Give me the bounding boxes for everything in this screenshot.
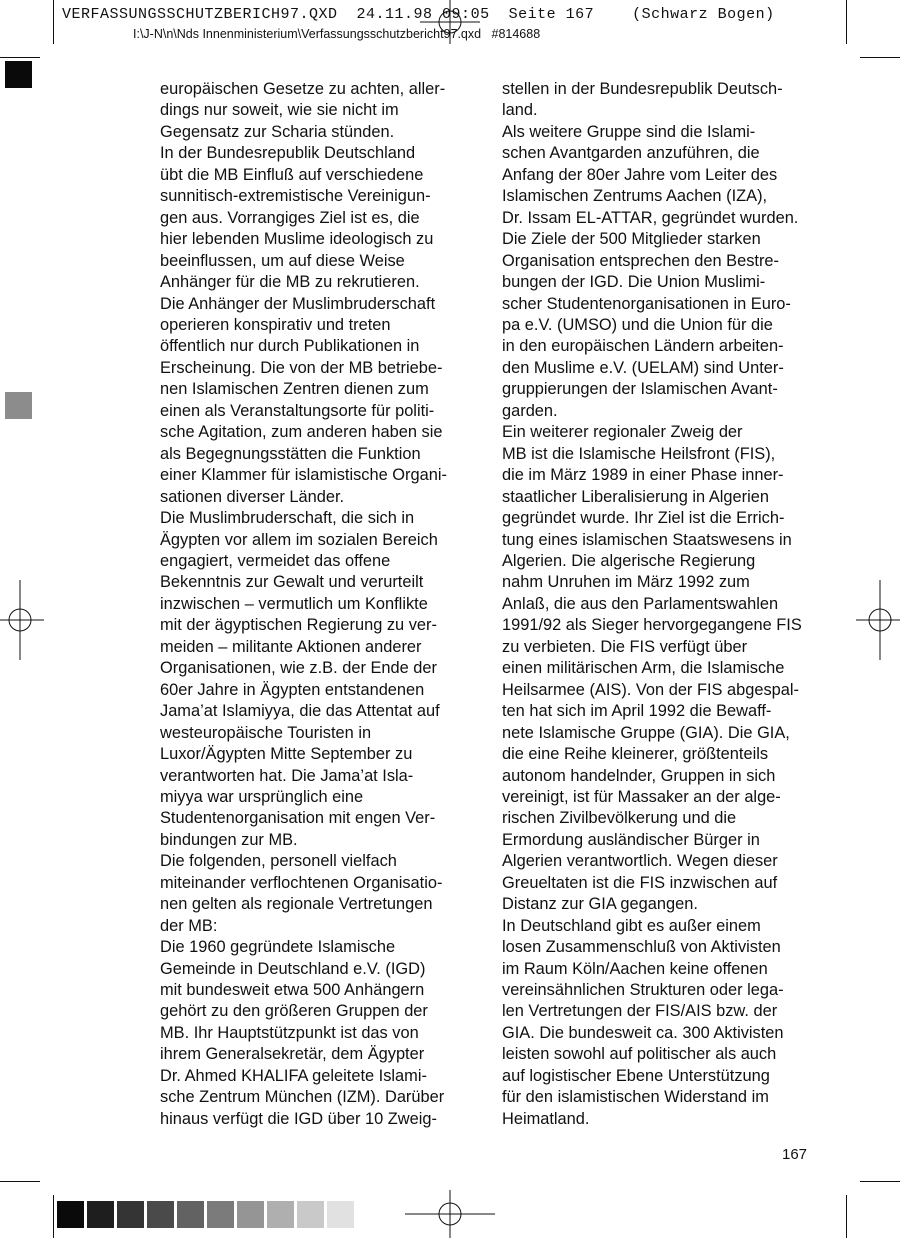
text-line: für den islamistischen Widerstand im bbox=[502, 1088, 769, 1107]
text-line: gen aus. Vorrangiges Ziel ist es, die bbox=[160, 208, 420, 227]
text-line: öffentlich nur durch Publikationen in bbox=[160, 337, 420, 356]
text-line: inzwischen – vermutlich um Konflikte bbox=[160, 594, 428, 613]
gray-swatch bbox=[207, 1201, 234, 1228]
gray-swatch bbox=[237, 1201, 264, 1228]
text-line: Heilsarmee (AIS). Von der FIS abgespal- bbox=[502, 680, 799, 699]
crop-mark-top-right-vertical bbox=[846, 0, 847, 44]
text-line: gehört zu den größeren Gruppen der bbox=[160, 1002, 428, 1021]
text-line: rischen Zivilbevölkerung und die bbox=[502, 809, 737, 828]
text-line: meiden – militante Aktionen anderer bbox=[160, 637, 422, 656]
text-line: Luxor/Ägypten Mitte September zu bbox=[160, 745, 413, 764]
registration-mark-right bbox=[856, 580, 900, 660]
text-line: Ermordung ausländischer Bürger in bbox=[502, 830, 760, 849]
file-path-line: I:\J-N\n\Nds Innenministerium\Verfassungsschutzbericht97.qxd #814688 bbox=[133, 27, 541, 41]
text-line: Ein weiterer regionaler Zweig der bbox=[502, 423, 743, 442]
text-line: bungen der IGD. Die Union Muslimi- bbox=[502, 273, 766, 292]
text-line: nahm Unruhen im März 1992 zum bbox=[502, 573, 750, 592]
text-line: zu verbieten. Die FIS verfügt über bbox=[502, 637, 748, 656]
text-line: gegründet wurde. Ihr Ziel ist die Errich- bbox=[502, 509, 785, 528]
text-line: ihrem Generalsekretär, dem Ägypter bbox=[160, 1045, 425, 1064]
gray-swatch bbox=[117, 1201, 144, 1228]
text-line: verantworten hat. Die Jama’at Isla- bbox=[160, 766, 414, 785]
crop-mark-bottom-left-horizontal bbox=[0, 1181, 40, 1182]
thumb-index-gray bbox=[5, 392, 32, 419]
text-line: autonom handelnder, Gruppen in sich bbox=[502, 766, 776, 785]
text-line: losen Zusammenschluß von Aktivisten bbox=[502, 938, 781, 957]
text-line: als Begegnungsstätten die Funktion bbox=[160, 444, 421, 463]
text-line: scher Studentenorganisationen in Euro- bbox=[502, 294, 791, 313]
text-line: staatlicher Liberalisierung in Algerien bbox=[502, 487, 769, 506]
text-line: sche Zentrum München (IZM). Darüber bbox=[160, 1088, 445, 1107]
gray-swatch bbox=[267, 1201, 294, 1228]
text-line: europäischen Gesetze zu achten, aller- bbox=[160, 80, 446, 98]
text-line: Die folgenden, personell vielfach bbox=[160, 852, 397, 871]
text-line: Dr. Ahmed KHALIFA geleitete Islami- bbox=[160, 1066, 427, 1085]
text-line: bindungen zur MB. bbox=[160, 830, 298, 849]
crop-mark-top-right-horizontal bbox=[860, 57, 900, 58]
text-line: 1991/92 als Sieger hervorgegangene FIS bbox=[502, 616, 802, 635]
gray-swatch bbox=[297, 1201, 324, 1228]
registration-mark-bottom bbox=[405, 1190, 495, 1238]
text-line: pa e.V. (UMSO) und die Union für die bbox=[502, 315, 773, 334]
crop-mark-top-left-horizontal bbox=[0, 57, 40, 58]
text-column-left bbox=[160, 79, 447, 1130]
text-line: Anlaß, die aus den Parlamentswahlen bbox=[502, 594, 779, 613]
text-line: nen Islamischen Zentren dienen zum bbox=[160, 380, 429, 399]
text-line: leisten sowohl auf politischer als auch bbox=[502, 1045, 777, 1064]
gray-swatch bbox=[147, 1201, 174, 1228]
text-line: Bekenntnis zur Gewalt und verurteilt bbox=[160, 573, 424, 592]
text-line: Jama’at Islamiyya, die das Attentat auf bbox=[160, 702, 440, 721]
text-line: miyya war ursprünglich eine bbox=[160, 787, 364, 806]
text-line: die im März 1989 in einer Phase inner- bbox=[502, 466, 784, 485]
text-line: im Raum Köln/Aachen keine offenen bbox=[502, 959, 768, 978]
registration-mark-top bbox=[420, 0, 480, 44]
text-line: Algerien. Die algerische Regierung bbox=[502, 551, 756, 570]
text-line: Algerien verantwortlich. Wegen dieser bbox=[502, 852, 778, 871]
text-line: Organisation entsprechen den Bestre- bbox=[502, 251, 779, 270]
text-line: hinaus verfügt die IGD über 10 Zweig- bbox=[160, 1109, 437, 1128]
text-line: einen als Veranstaltungsorte für politi- bbox=[160, 401, 435, 420]
text-line: Distanz zur GIA gegangen. bbox=[502, 895, 698, 914]
text-line: Studentenorganisation mit engen Ver- bbox=[160, 809, 436, 828]
text-line: hier lebenden Muslime ideologisch zu bbox=[160, 230, 434, 249]
text-line: Die Ziele der 500 Mitglieder starken bbox=[502, 230, 761, 249]
text-column-right bbox=[502, 79, 802, 1130]
text-line: GIA. Die bundesweit ca. 300 Aktivisten bbox=[502, 1023, 784, 1042]
text-line: In der Bundesrepublik Deutschland bbox=[160, 144, 416, 163]
text-line: westeuropäische Touristen in bbox=[160, 723, 372, 742]
text-line: dings nur soweit, wie sie nicht im bbox=[160, 101, 399, 120]
text-line: operieren konspirativ und treten bbox=[160, 315, 391, 334]
text-line: schen Avantgarden anzuführen, die bbox=[502, 144, 760, 163]
text-line: ten hat sich im April 1992 die Bewaff- bbox=[502, 702, 772, 721]
text-line: einer Klammer für islamistische Organi- bbox=[160, 466, 447, 485]
text-line: tung eines islamischen Staatswesens in bbox=[502, 530, 792, 549]
text-line: einen militärischen Arm, die Islamische bbox=[502, 659, 785, 678]
gray-swatch bbox=[57, 1201, 84, 1228]
text-line: Erscheinung. Die von der MB betriebe- bbox=[160, 358, 443, 377]
text-line: sunnitisch-extremistische Vereinigun- bbox=[160, 187, 431, 206]
crop-mark-bottom-right-vertical bbox=[846, 1195, 847, 1238]
text-line: Anhänger für die MB zu rekrutieren. bbox=[160, 273, 420, 292]
thumb-index-black bbox=[5, 61, 32, 88]
text-line: MB ist die Islamische Heilsfront (FIS), bbox=[502, 444, 776, 463]
text-line: In Deutschland gibt es außer einem bbox=[502, 916, 761, 935]
text-line: 60er Jahre in Ägypten entstandenen bbox=[160, 680, 425, 699]
text-line: nen gelten als regionale Vertretungen bbox=[160, 895, 433, 914]
text-line: miteinander verflochtenen Organisatio- bbox=[160, 873, 443, 892]
text-line: len Vertretungen der FIS/AIS bzw. der bbox=[502, 1002, 778, 1021]
registration-mark-left bbox=[0, 580, 44, 660]
text-line: beeinflussen, um auf diese Weise bbox=[160, 251, 405, 270]
crop-mark-top-left-vertical bbox=[53, 0, 54, 44]
text-line: Gemeinde in Deutschland e.V. (IGD) bbox=[160, 959, 426, 978]
text-line: Als weitere Gruppe sind die Islami- bbox=[502, 122, 756, 141]
text-line: übt die MB Einfluß auf verschiedene bbox=[160, 165, 424, 184]
text-line: sationen diverser Länder. bbox=[160, 487, 345, 506]
text-line: vereinsähnlichen Strukturen oder lega- bbox=[502, 981, 784, 1000]
text-line: auf logistischer Ebene Unterstützung bbox=[502, 1066, 770, 1085]
text-line: mit bundesweit etwa 500 Anhängern bbox=[160, 981, 425, 1000]
gray-swatch bbox=[327, 1201, 354, 1228]
text-line: Islamischen Zentrums Aachen (IZA), bbox=[502, 187, 768, 206]
text-line: Dr. Issam EL-ATTAR, gegründet wurden. bbox=[502, 208, 799, 227]
text-line: Greueltaten ist die FIS inzwischen auf bbox=[502, 873, 778, 892]
text-line: den Muslime e.V. (UELAM) sind Unter- bbox=[502, 358, 784, 377]
text-line: stellen in der Bundesrepublik Deutsch- bbox=[502, 80, 783, 98]
text-line: engagiert, vermeidet das offene bbox=[160, 551, 391, 570]
text-line: land. bbox=[502, 101, 538, 120]
text-line: garden. bbox=[502, 401, 558, 420]
crop-mark-bottom-left-vertical bbox=[53, 1195, 54, 1238]
text-line: Die Anhänger der Muslimbruderschaft bbox=[160, 294, 436, 313]
gray-swatch bbox=[87, 1201, 114, 1228]
text-line: Die 1960 gegründete Islamische bbox=[160, 938, 396, 957]
gray-swatch bbox=[177, 1201, 204, 1228]
text-line: Heimatland. bbox=[502, 1109, 590, 1128]
text-line: nete Islamische Gruppe (GIA). Die GIA, bbox=[502, 723, 790, 742]
text-line: in den europäischen Ländern arbeiten- bbox=[502, 337, 784, 356]
text-line: Gegensatz zur Scharia stünden. bbox=[160, 122, 395, 141]
text-line: Anfang der 80er Jahre vom Leiter des bbox=[502, 165, 778, 184]
text-line: Ägypten vor allem im sozialen Bereich bbox=[160, 530, 438, 549]
text-line: die eine Reihe kleinerer, größtenteils bbox=[502, 745, 769, 764]
slug-line: VERFASSUNGSSCHUTZBERICH97.QXD 24.11.98 09:05 Seite 167 (Schwarz Bogen) bbox=[62, 6, 775, 23]
text-line: gruppierungen der Islamischen Avant- bbox=[502, 380, 778, 399]
text-line: vereinigt, ist für Massaker an der alge- bbox=[502, 787, 781, 806]
crop-mark-bottom-right-horizontal bbox=[860, 1181, 900, 1182]
text-line: Organisationen, wie z.B. der Ende der bbox=[160, 659, 437, 678]
text-line: Die Muslimbruderschaft, die sich in bbox=[160, 509, 415, 528]
text-line: mit der ägyptischen Regierung zu ver- bbox=[160, 616, 437, 635]
text-line: der MB: bbox=[160, 916, 218, 935]
text-line: MB. Ihr Hauptstützpunkt ist das von bbox=[160, 1023, 419, 1042]
page-number: 167 bbox=[782, 1146, 808, 1163]
text-line: sche Agitation, zum anderen haben sie bbox=[160, 423, 443, 442]
